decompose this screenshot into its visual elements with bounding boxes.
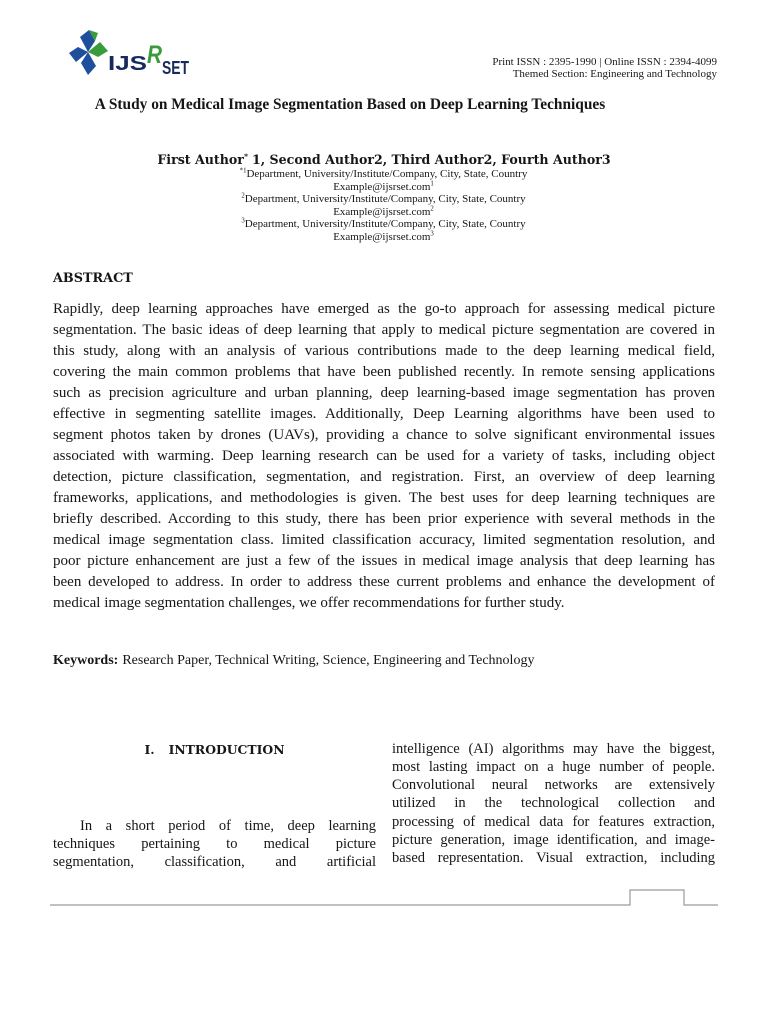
- body-line: segmentation, classification, and artificial: [53, 854, 376, 871]
- affiliation-email-mark: 2: [430, 204, 434, 212]
- logo-text-mark: R: [147, 41, 162, 69]
- author-list: 1, Second Author2, Third Author2, Fourth Author3: [252, 152, 611, 167]
- body-line: In a short period of time, deep learning: [80, 818, 376, 834]
- issn-line: Print ISSN : 2395-1990 | Online ISSN : 2394-4099: [492, 56, 717, 68]
- left-column: [53, 817, 376, 871]
- abstract-body: [53, 299, 715, 614]
- running-header: [492, 56, 717, 80]
- affiliation-mark: 2: [241, 192, 245, 200]
- keywords-label: Keywords:: [53, 653, 119, 668]
- abstract-line: frameworks, applications, and methodologies is given. The best uses for deep learning techniques are: [53, 489, 715, 506]
- affiliation-email: Example@ijsrset.com: [333, 205, 431, 218]
- abstract-heading: ABSTRACT: [53, 271, 133, 286]
- abstract-line: this study, along with an analysis of various contributions made to the deep learning medical field,: [53, 342, 715, 359]
- author-line: [0, 151, 768, 169]
- pinwheel-icon: [69, 30, 108, 75]
- corresponding-mark: *: [243, 151, 249, 161]
- lead-author: First Author: [157, 152, 244, 167]
- page-number-box: [50, 890, 718, 905]
- affiliation-email-line: [0, 231, 767, 244]
- logo-text-right: SET: [162, 58, 189, 78]
- affiliation-email-mark: 3: [430, 229, 434, 237]
- affiliation-email-line: [0, 181, 767, 194]
- abstract-line: such as precision agriculture and urban planning, deep learning-based image segmentation has proven: [53, 384, 715, 401]
- body-line: picture generation, image identification, and image-: [392, 831, 715, 848]
- affiliation-email: Example@ijsrset.com: [333, 180, 431, 193]
- affiliation-text: Department, University/Institute/Company, City, State, Country: [244, 193, 526, 205]
- affiliation-mark: *1: [239, 167, 247, 175]
- journal-logo: [67, 29, 191, 79]
- paper-title: A Study on Medical Image Segmentation Based on Deep Learning Techniques: [94, 96, 606, 113]
- affiliation-line: [0, 218, 767, 231]
- section-heading: [53, 741, 376, 759]
- abstract-line: poor picture enhancement are just a few of the issues in medical image analysis that deep learning has: [53, 552, 715, 569]
- logo-text-left: IJS: [108, 53, 147, 75]
- body-line: intelligence (AI) algorithms may have the biggest,: [392, 741, 715, 757]
- abstract-line: effective in segmenting satellite images. Additionally, Deep Learning algorithms have been used to: [53, 405, 715, 422]
- body-line: based representation. Visual extraction, including: [392, 849, 715, 866]
- abstract-line: medical image segmentation challenges, we offer recommendations for further study.: [53, 594, 565, 611]
- affiliation-email: Example@ijsrset.com: [333, 230, 431, 243]
- section-title: INTRODUCTION: [168, 742, 285, 757]
- right-column: [392, 740, 715, 867]
- abstract-line: detection, picture classification, segmentation, and registration. First, an overview of deep learning: [53, 468, 715, 485]
- page-footer-rule: [48, 886, 720, 908]
- abstract-line: Rapidly, deep learning approaches have emerged as the go-to approach for assessing medical picture: [53, 300, 715, 317]
- affiliation-email-mark: 1: [430, 179, 434, 187]
- affiliation-text: Department, University/Institute/Company, City, State, Country: [246, 168, 528, 180]
- abstract-line: associated with warming. Deep learning research can be used for a variety of tasks, including object: [53, 447, 715, 464]
- keywords-text: Research Paper, Technical Writing, Science, Engineering and Technology: [122, 653, 535, 668]
- affiliation-line: [0, 168, 767, 181]
- affiliation-email-line: [0, 206, 767, 219]
- body-line: techniques pertaining to medical picture: [53, 836, 376, 853]
- abstract-line: briefly described. According to this study, there has been prior experience with several methods in the: [53, 510, 715, 527]
- themed-section-line: Themed Section: Engineering and Technology: [512, 68, 717, 80]
- abstract-line: covering the main common problems that have been published recently. In remote sensing applications: [53, 363, 715, 380]
- affiliations: [0, 168, 767, 243]
- affiliation-text: Department, University/Institute/Company, City, State, Country: [244, 218, 526, 230]
- body-line: most lasting impact on a huge number of people.: [392, 759, 715, 776]
- abstract-line: been developed to address. In order to address these current problems and enhance the development of: [53, 573, 715, 590]
- keywords: [53, 652, 534, 670]
- abstract-line: medical image segmentation class. limited classification accuracy, limited segmentation resolution, and: [53, 531, 715, 548]
- abstract-line: segmentation. The basic ideas of deep learning that apply to medical picture segmentation are covered in: [53, 321, 715, 338]
- affiliation-line: [0, 193, 767, 206]
- abstract-line: segment photos taken by drones (UAVs), providing a chance to solve significant environmental issues: [53, 426, 715, 443]
- affiliation-mark: 3: [241, 217, 245, 225]
- body-line: Convolutional neural networks are extensively: [392, 777, 715, 794]
- body-line: processing of medical data for features extraction,: [392, 813, 715, 830]
- body-line: utilized in the technological collection and: [392, 795, 715, 812]
- section-number: I.: [144, 742, 155, 757]
